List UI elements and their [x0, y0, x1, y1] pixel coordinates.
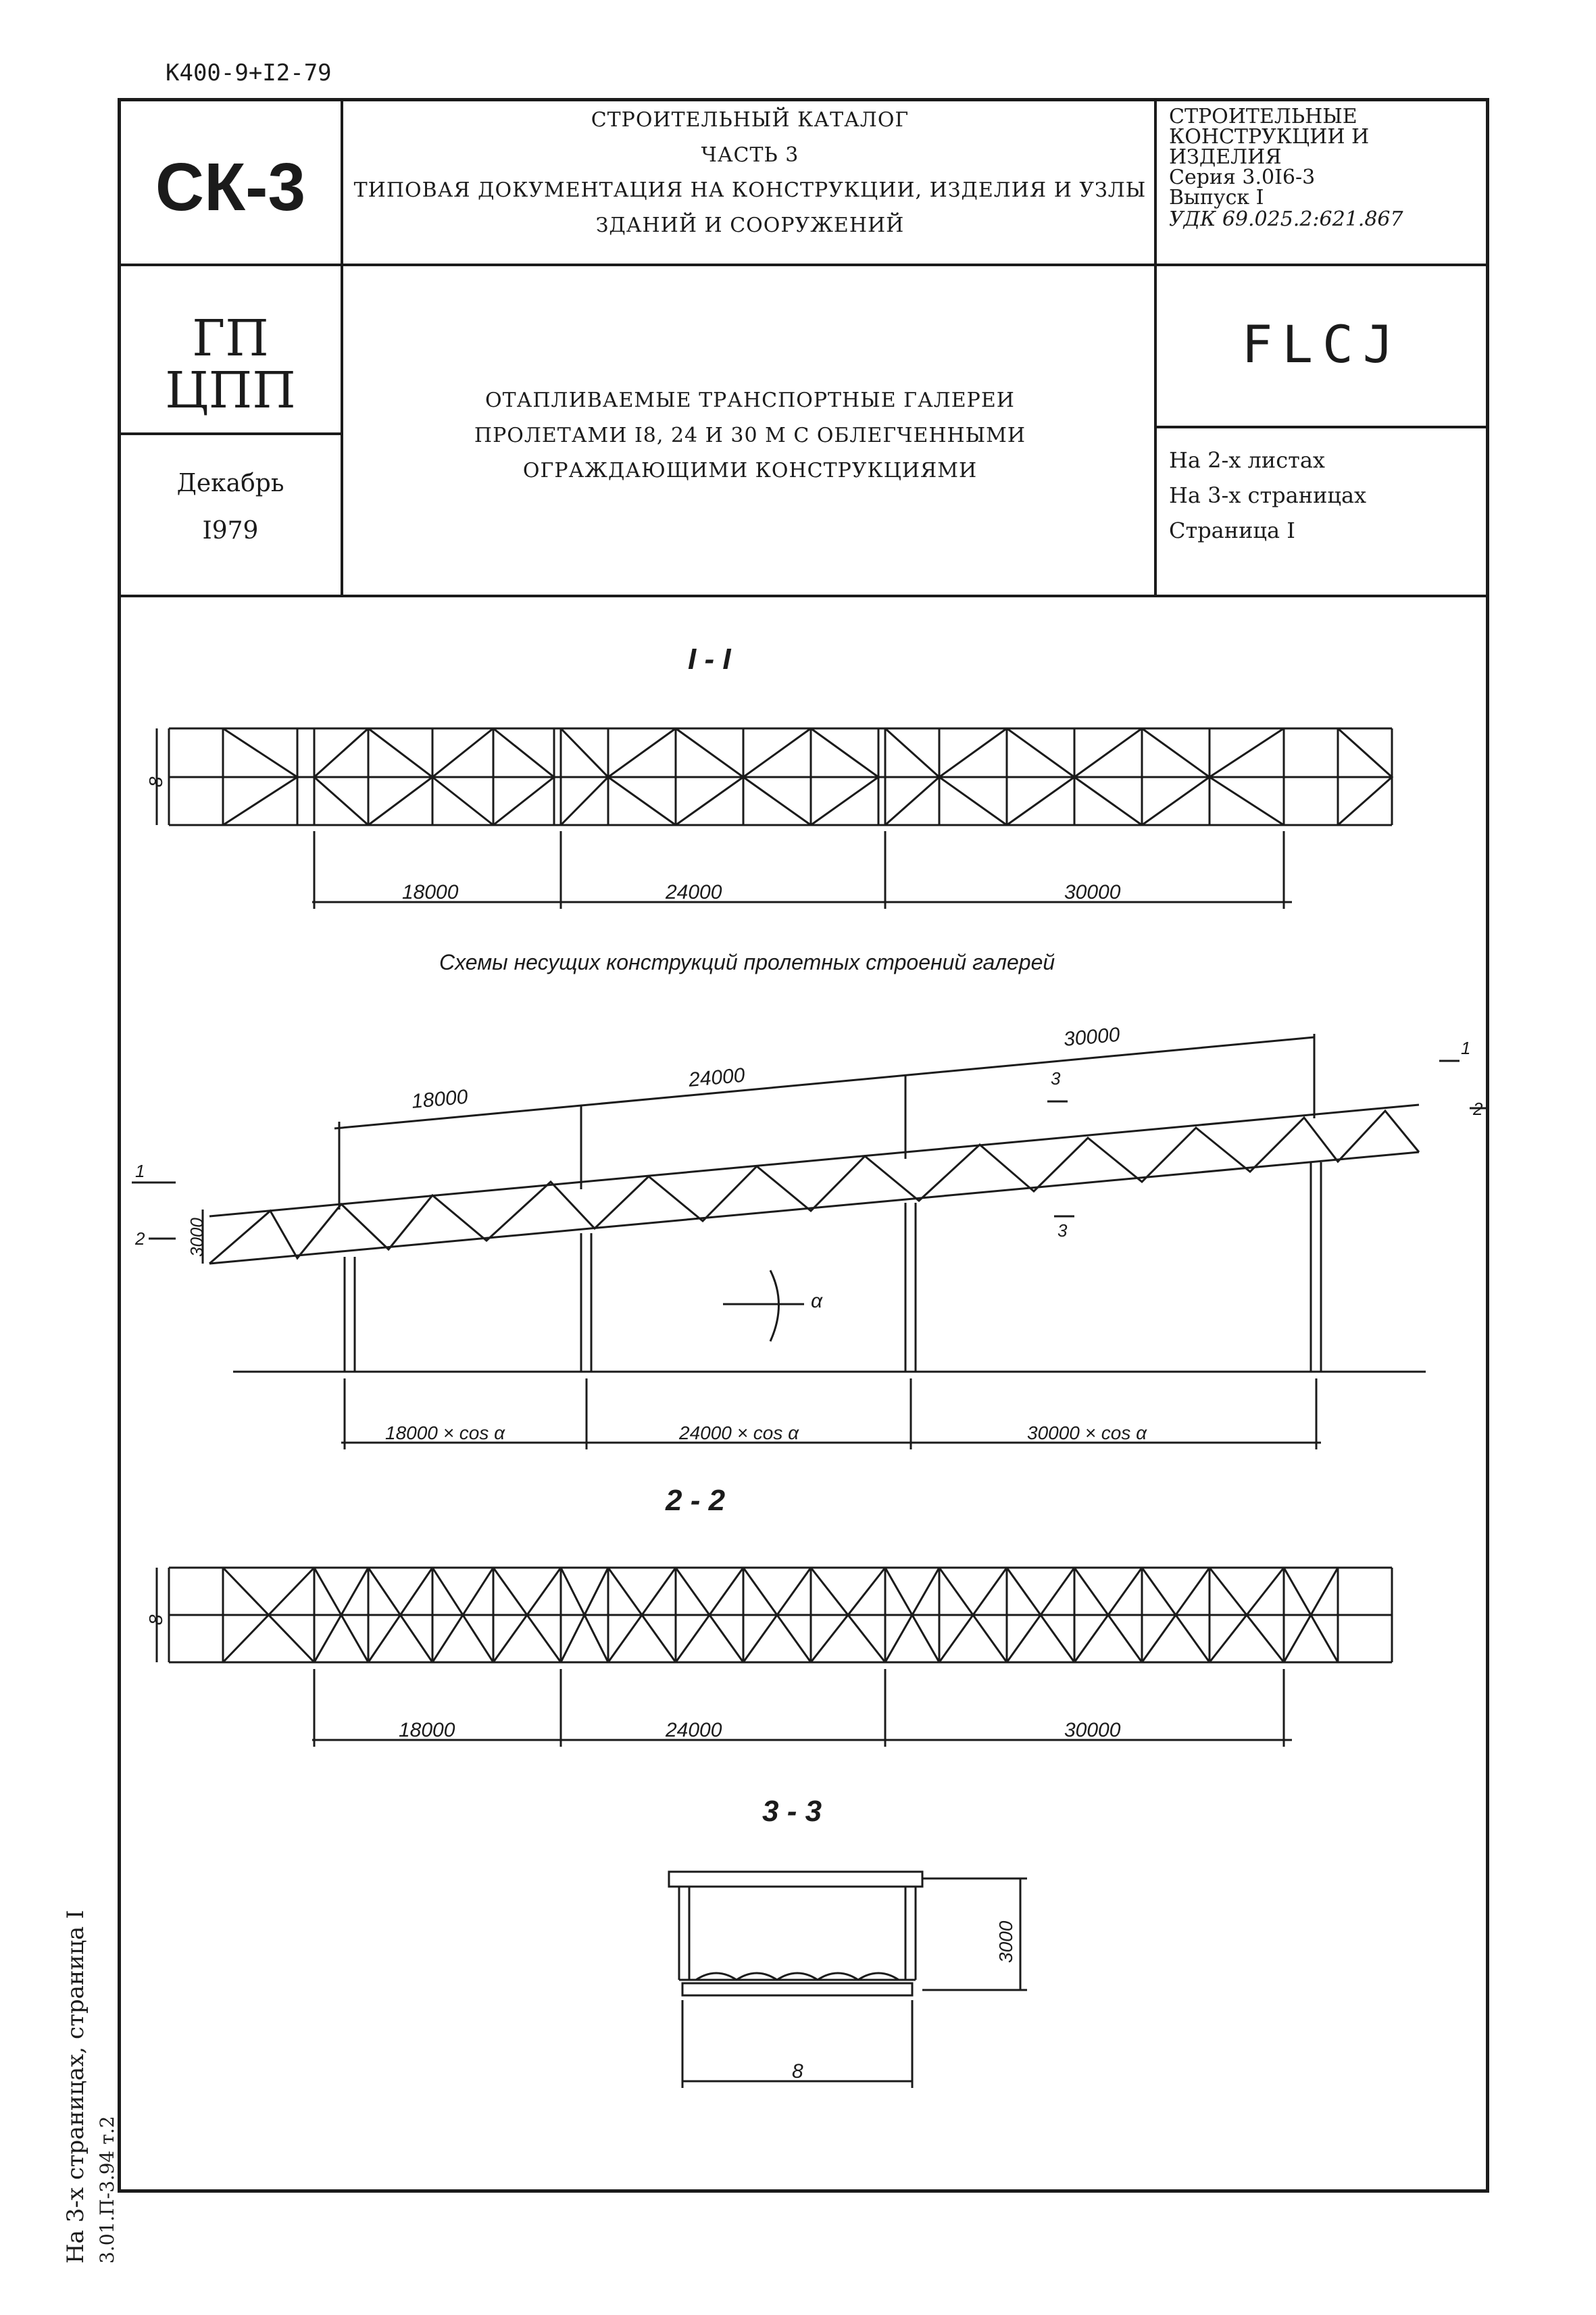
cut-mark-label: 3 — [1051, 1068, 1061, 1089]
section-3-crosssection — [669, 1872, 1027, 2088]
width-label: 8 — [145, 776, 166, 787]
catalog-line: СТРОИТЕЛЬНЫЙ КАТАЛОГ — [591, 108, 909, 132]
organization-abbr: ЦПП — [165, 362, 296, 420]
series-line: Серия 3.0I6-3 — [1169, 166, 1316, 189]
catalog-line: ТИПОВАЯ ДОКУМЕНТАЦИЯ НА КОНСТРУКЦИИ, ИЗДЕЛИЯ И УЗЛЫ — [353, 178, 1147, 202]
span-label: 24000 — [666, 1719, 722, 1741]
projected-span-label: 30000 × cos α — [1027, 1422, 1147, 1443]
side-note: На 3-х страницах, страница I — [62, 1910, 89, 2264]
span-label: 24000 — [666, 881, 722, 903]
series-line: КОНСТРУКЦИИ И — [1169, 125, 1370, 149]
series-line: ИЗДЕЛИЯ — [1169, 145, 1282, 169]
side-note-ref: 3.01.П-3.94 т.2 — [96, 2116, 118, 2264]
span-label: 30000 — [1064, 1719, 1121, 1741]
section-2-title: 2 - 2 — [666, 1484, 726, 1517]
projected-span-label: 18000 × cos α — [385, 1422, 505, 1443]
series-line: СТРОИТЕЛЬНЫЕ — [1169, 105, 1357, 128]
span-label: 18000 — [402, 881, 459, 903]
span-label: 30000 — [1064, 881, 1121, 903]
catalog-line: ЗДАНИЙ И СООРУЖЕНИЙ — [595, 214, 905, 237]
span-label: 18000 — [399, 1719, 455, 1741]
span-label: 18000 — [410, 1085, 469, 1113]
section-2-dimensions — [312, 1669, 1292, 1747]
series-line: Выпуск I — [1169, 186, 1264, 209]
drawing-caption: Схемы несущих конструкций пролетных строений галерей — [439, 950, 1055, 974]
section-1-dimensions — [312, 831, 1292, 909]
height-label: 3000 — [186, 1218, 207, 1257]
cut-mark-label: 1 — [135, 1161, 145, 1181]
issue-month: Декабрь — [176, 470, 284, 497]
page-number: Страница I — [1169, 518, 1295, 543]
document-title-line: ОГРАЖДАЮЩИМИ КОНСТРУКЦИЯМИ — [522, 459, 978, 482]
cut-mark-label: 3 — [1057, 1220, 1068, 1241]
width-label: 8 — [145, 1614, 166, 1625]
document-title-line: ОТАПЛИВАЕМЫЕ ТРАНСПОРТНЫЕ ГАЛЕРЕИ — [485, 389, 1015, 412]
section-1-truss — [157, 728, 1392, 825]
pages-count: На 3-х страницах — [1169, 482, 1367, 508]
udk-line: УДК 69.025.2:621.867 — [1169, 207, 1403, 231]
width-label: 8 — [792, 2060, 803, 2083]
span-label: 24000 — [687, 1064, 746, 1091]
catalog-line: ЧАСТЬ 3 — [701, 143, 799, 167]
sheets-count: На 2-х листах — [1169, 447, 1325, 473]
height-label: 3000 — [995, 1920, 1016, 1963]
cut-mark-label: 2 — [1473, 1099, 1483, 1119]
section-3-title: 3 - 3 — [762, 1795, 822, 1828]
angle-label: α — [811, 1290, 823, 1312]
document-title-line: ПРОЛЕТАМИ I8, 24 И 30 М С ОБЛЕГЧЕННЫМИ — [474, 424, 1026, 447]
section-2-truss — [157, 1568, 1392, 1662]
cut-mark-label: 1 — [1461, 1038, 1471, 1058]
issue-year: I979 — [202, 517, 259, 545]
document-code: К400-9+I2-79 — [166, 59, 332, 86]
span-label: 30000 — [1062, 1023, 1121, 1051]
elevation-truss — [132, 1034, 1487, 1449]
section-1-title: I - I — [688, 643, 731, 676]
document-code-mark: FLCJ — [1241, 314, 1403, 374]
organization-abbr: ГП — [192, 309, 269, 368]
catalog-stamp: СК-3 — [155, 149, 306, 225]
cut-mark-label: 2 — [135, 1228, 145, 1249]
projected-span-label: 24000 × cos α — [679, 1422, 799, 1443]
